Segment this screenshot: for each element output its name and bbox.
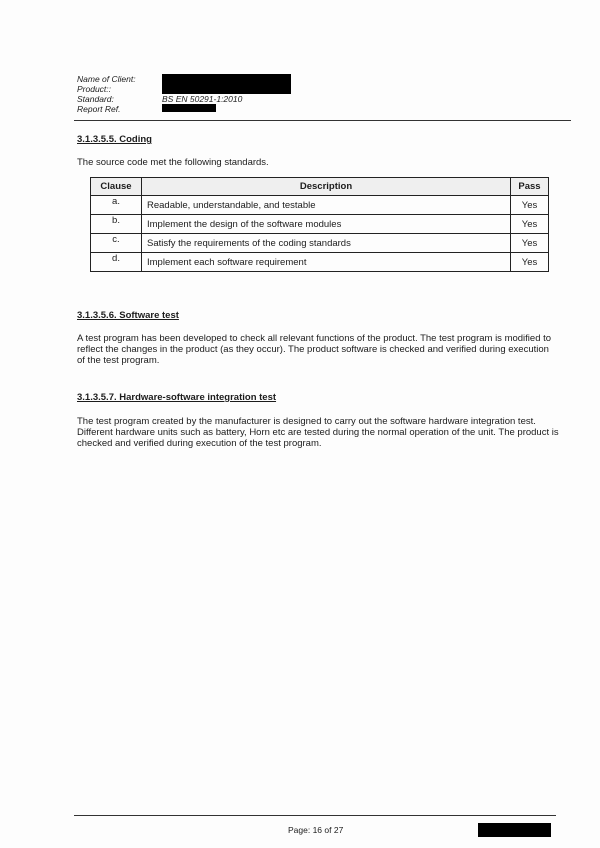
table-header-row <box>91 178 549 196</box>
coding-standards-table <box>90 177 549 272</box>
software-test-heading: 3.1.3.5.6. Software test <box>77 310 179 321</box>
cell-pass: Yes <box>511 215 549 234</box>
cell-description: Implement each software requirement <box>142 253 511 272</box>
report-ref-label: Report Ref. <box>77 104 121 114</box>
header-labels <box>77 74 136 114</box>
integration-test-heading: 3.1.3.5.7. Hardware-software integration test <box>77 392 277 403</box>
standard-label: Standard: <box>77 94 114 104</box>
cell-pass: Yes <box>511 196 549 215</box>
redaction-footer <box>478 823 551 837</box>
integration-test-body: The test program created by the manufacturer is designed to carry out the software hardware integration test. Different hardware units such as battery, Horn etc are tested during the normal operation of the unit. The product is checked and verified during execution of the test program. <box>77 416 559 449</box>
cell-pass: Yes <box>511 234 549 253</box>
cell-clause: c. <box>91 234 142 253</box>
table-row <box>91 196 549 215</box>
cell-clause: b. <box>91 215 142 234</box>
redaction-report-ref <box>162 104 216 112</box>
coding-intro: The source code met the following standards. <box>77 157 269 168</box>
redaction-client <box>162 74 291 94</box>
client-label: Name of Client: <box>77 74 136 84</box>
header-divider <box>74 120 571 121</box>
product-label: Product:: <box>77 84 112 94</box>
page-number: Page: 16 of 27 <box>288 825 344 835</box>
column-header-clause: Clause <box>91 178 142 196</box>
table-row <box>91 215 549 234</box>
table-row <box>91 234 549 253</box>
cell-description: Satisfy the requirements of the coding standards <box>142 234 511 253</box>
column-header-description: Description <box>142 178 511 196</box>
cell-description: Implement the design of the software modules <box>142 215 511 234</box>
table-row <box>91 253 549 272</box>
software-test-body: A test program has been developed to check all relevant functions of the product. The test program is modified to reflect the changes in the product (as they occur). The product software is checked and verified during execution of the test program. <box>77 333 552 366</box>
standard-value: BS EN 50291-1:2010 <box>162 94 243 104</box>
cell-clause: a. <box>91 196 142 215</box>
cell-pass: Yes <box>511 253 549 272</box>
cell-clause: d. <box>91 253 142 272</box>
column-header-pass: Pass <box>511 178 549 196</box>
footer-divider <box>74 815 556 816</box>
cell-description: Readable, understandable, and testable <box>142 196 511 215</box>
coding-heading: 3.1.3.5.5. Coding <box>77 134 152 145</box>
